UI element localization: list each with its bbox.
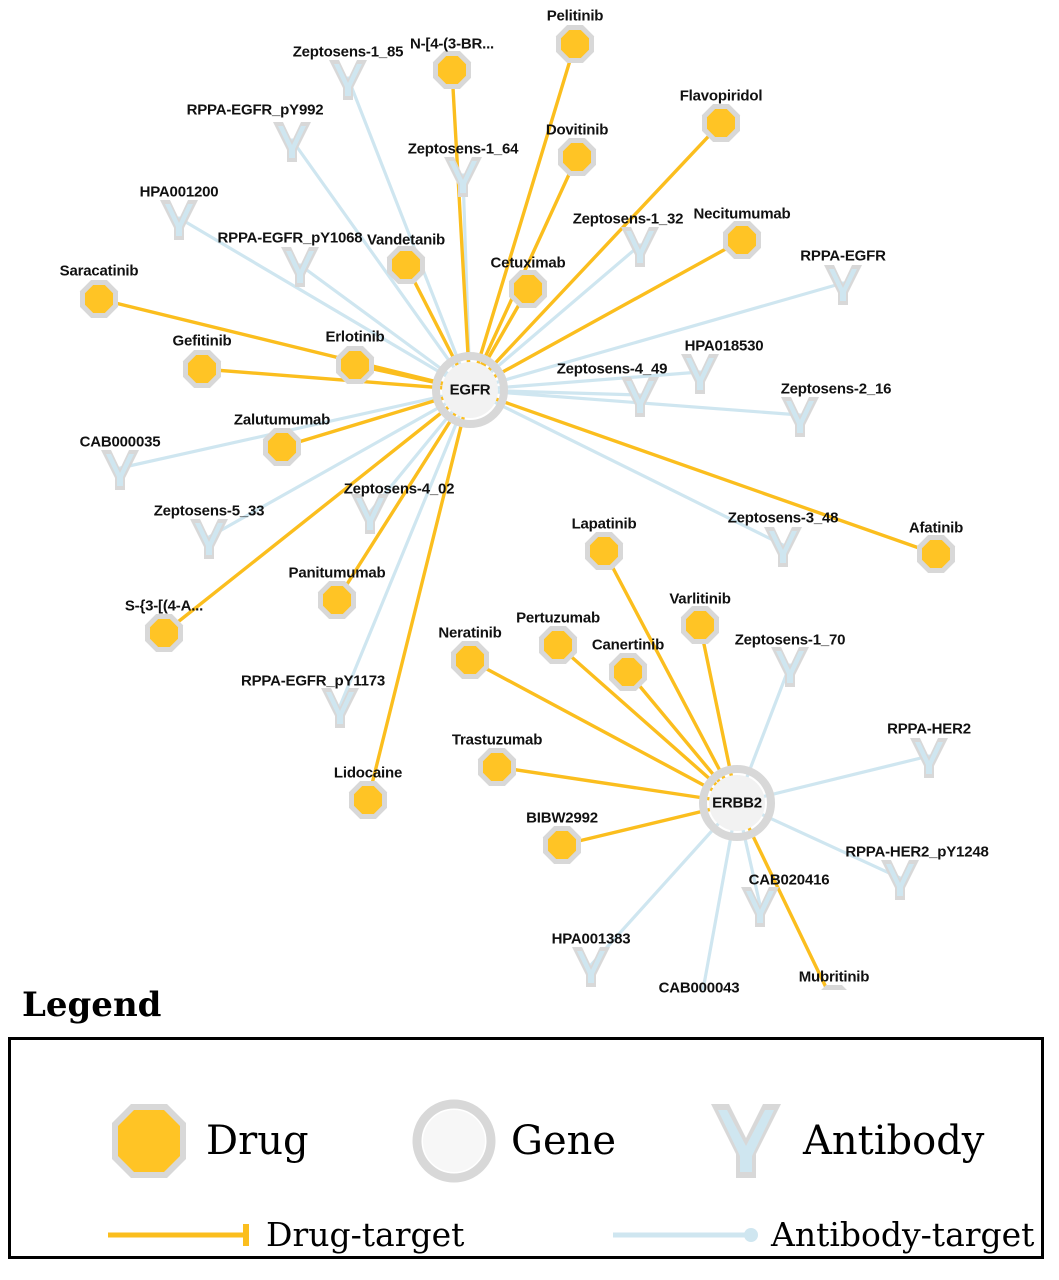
drug-label: Canertinib <box>591 636 665 654</box>
drug-label: Flavopiridol <box>679 87 763 105</box>
antibody-node[interactable] <box>781 397 819 437</box>
antibody-label: RPPA-EGFR_pY1068 <box>217 229 363 247</box>
drug-label: Varlitinib <box>669 590 731 608</box>
antibody-label: CAB000043 <box>658 979 740 997</box>
antibody-node[interactable] <box>101 450 139 490</box>
drug-label: Cetuximab <box>490 254 566 272</box>
drug-node[interactable] <box>558 138 596 176</box>
drug-node[interactable] <box>543 826 581 864</box>
antibody-node[interactable] <box>572 947 610 987</box>
drug-node[interactable] <box>585 532 623 570</box>
drug-node[interactable] <box>80 280 118 318</box>
drug-label: Panitumumab <box>288 564 386 582</box>
antibody-label: RPPA-EGFR_pY1173 <box>240 672 386 690</box>
drug-node[interactable] <box>433 51 471 89</box>
drug-node[interactable] <box>318 581 356 619</box>
drug-label: Mubritinib <box>798 968 870 986</box>
antibody-node[interactable] <box>771 647 809 687</box>
antibody-node[interactable] <box>621 377 659 417</box>
drug-node[interactable] <box>349 781 387 819</box>
antibody-label: RPPA-HER2 <box>887 720 971 738</box>
legend-shapes-row <box>11 1098 1041 1188</box>
drug-label: Necitumumab <box>693 205 791 223</box>
drug-label: N-[4-(3-BR... <box>409 35 495 53</box>
antibody-label: CAB020416 <box>748 871 830 889</box>
drug-target-edge-icon <box>106 1220 256 1250</box>
antibody-node[interactable] <box>881 860 919 900</box>
drug-label: Erlotinib <box>325 328 385 346</box>
antibody-label: Zeptosens-1_85 <box>292 43 404 61</box>
drug-label: Afatinib <box>908 519 964 537</box>
antibody-node[interactable] <box>741 887 779 927</box>
drug-label: Zalutumumab <box>233 411 331 429</box>
drug-node[interactable] <box>609 653 647 691</box>
drug-label: Pertuzumab <box>516 609 600 627</box>
drug-node[interactable] <box>556 25 594 63</box>
legend-item-drug <box>106 1098 309 1184</box>
graph-edge <box>470 390 936 554</box>
graph-edge <box>340 390 470 706</box>
drug-node[interactable] <box>478 748 516 786</box>
drug-node[interactable] <box>145 614 183 652</box>
antibody-node[interactable] <box>160 200 198 240</box>
drug-label: BIBW2992 <box>526 809 598 827</box>
drug-label: Trastuzumab <box>451 731 543 749</box>
antibody-label: RPPA-EGFR_pY992 <box>186 101 324 119</box>
graph-edge <box>470 44 575 390</box>
drug-node[interactable] <box>539 626 577 664</box>
antibody-label: Zeptosens-4_02 <box>343 480 455 498</box>
drug-node[interactable] <box>702 104 740 142</box>
antibody-label: HPA001200 <box>139 183 219 201</box>
antibody-label: Zeptosens-1_64 <box>407 140 519 158</box>
legend-antibody-target-label: Antibody-target <box>771 1215 1035 1254</box>
antibody-node[interactable] <box>329 60 367 100</box>
antibody-label: CAB000035 <box>79 433 161 451</box>
drug-node[interactable] <box>681 606 719 644</box>
drug-node[interactable] <box>723 221 761 259</box>
antibody-label: Zeptosens-4_49 <box>556 360 668 378</box>
drug-icon <box>106 1098 192 1184</box>
antibody-node[interactable] <box>824 265 862 305</box>
antibody-node[interactable] <box>444 157 482 197</box>
drug-node[interactable] <box>917 535 955 573</box>
drug-label: Dovitinib <box>545 121 609 139</box>
antibody-label: Zeptosens-1_70 <box>734 631 846 649</box>
antibody-label: RPPA-EGFR <box>800 247 886 265</box>
drug-node[interactable] <box>451 641 489 679</box>
drug-node[interactable] <box>263 428 301 466</box>
drug-label: Neratinib <box>438 624 502 642</box>
antibody-target-edge-icon <box>611 1220 761 1250</box>
legend-item-drug-target <box>106 1215 464 1254</box>
gene-label: EGFR <box>449 381 491 399</box>
drug-label: Gefitinib <box>172 332 232 350</box>
drug-node[interactable] <box>183 350 221 388</box>
legend-drug-target-label: Drug-target <box>266 1215 465 1254</box>
gene-label: ERBB2 <box>712 794 762 812</box>
drug-label: Lapatinib <box>571 515 637 533</box>
legend-item-antibody <box>703 1098 984 1184</box>
antibody-label: Zeptosens-1_32 <box>572 210 684 228</box>
drug-label: Saracatinib <box>59 262 139 280</box>
antibody-node[interactable] <box>321 688 359 728</box>
legend-title: Legend <box>22 985 162 1025</box>
antibody-node[interactable] <box>621 227 659 267</box>
drug-label: Pelitinib <box>546 7 604 25</box>
legend-edges-row <box>11 1215 1041 1275</box>
antibody-label: Zeptosens-5_33 <box>153 502 265 520</box>
legend <box>0 985 1059 1280</box>
drug-label: S-{3-[(4-A... <box>124 597 204 615</box>
antibody-node[interactable] <box>190 519 228 559</box>
antibody-icon <box>703 1098 789 1184</box>
drug-node[interactable] <box>387 246 425 284</box>
legend-item-antibody-target <box>611 1215 1034 1254</box>
antibody-label: Zeptosens-2_16 <box>780 380 892 398</box>
antibody-label: RPPA-HER2_pY1248 <box>845 843 989 861</box>
graph-edge <box>452 70 470 390</box>
drug-node[interactable] <box>509 270 547 308</box>
gene-icon <box>411 1098 497 1184</box>
antibody-label: HPA018530 <box>684 337 764 355</box>
legend-item-gene <box>411 1098 616 1184</box>
antibody-label: HPA001383 <box>551 930 631 948</box>
legend-drug-label: Drug <box>206 1118 309 1164</box>
drug-node[interactable] <box>336 346 374 384</box>
legend-box <box>8 1037 1044 1259</box>
drug-label: Vandetanib <box>366 231 446 249</box>
antibody-node[interactable] <box>764 527 802 567</box>
legend-antibody-label: Antibody <box>803 1118 985 1164</box>
legend-gene-label: Gene <box>511 1118 617 1164</box>
antibody-label: Zeptosens-3_48 <box>727 509 839 527</box>
drug-label: Lidocaine <box>333 764 403 782</box>
